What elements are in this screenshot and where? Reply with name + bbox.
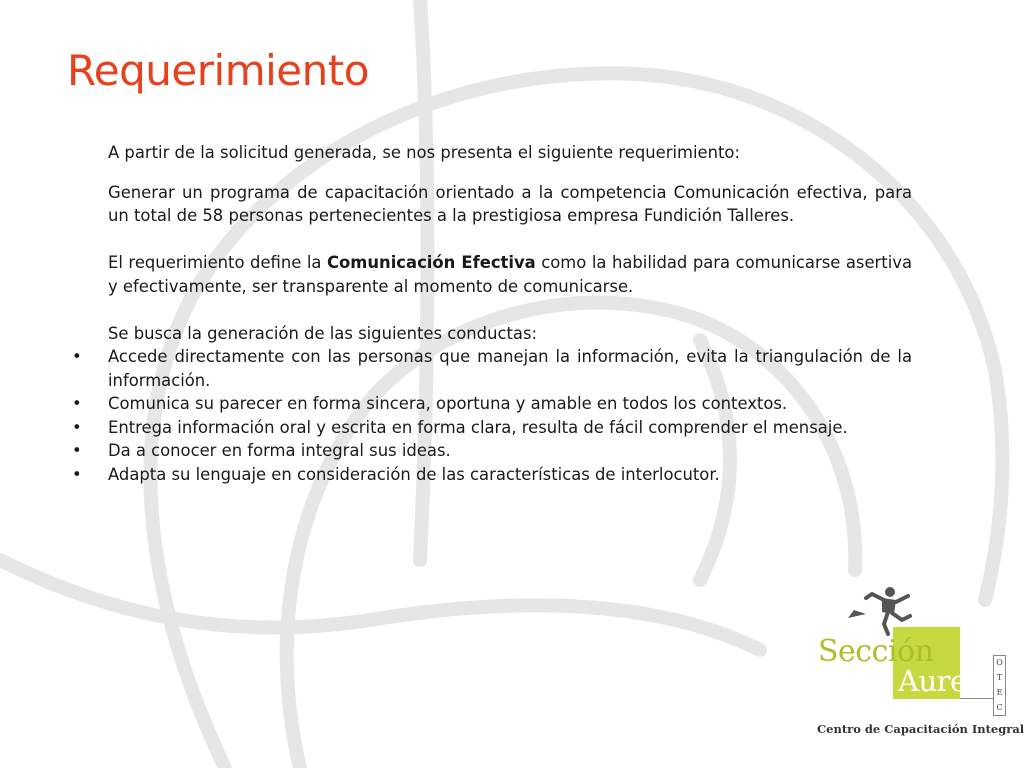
bullet-icon: • (72, 394, 82, 413)
definition-paragraph (108, 251, 912, 298)
list-item (72, 416, 912, 440)
list-item (72, 392, 912, 416)
list-item-text: Entrega información oral y escrita en forma clara, resulta de fácil comprender el mensaje. (108, 417, 848, 437)
slide-title: Requerimiento (67, 46, 369, 95)
logo-word-aurea: Aurea (898, 664, 984, 698)
list-item-text: Adapta su lenguaje en consideración de las características de interlocutor. (108, 464, 720, 484)
logo-otec-box (993, 655, 1006, 716)
list-item (72, 439, 912, 463)
conducts-intro: Se busca la generación de las siguientes conductas: (108, 323, 538, 343)
conducts-list (72, 345, 912, 486)
bullet-icon: • (72, 464, 82, 484)
otec-letter: C (996, 702, 1003, 712)
bullet-icon: • (72, 441, 82, 460)
otec-letter: O (996, 658, 1003, 668)
intro-paragraph: A partir de la solicitud generada, se nos presenta el siguiente requerimiento: (108, 143, 740, 162)
definition-text-start: El requerimiento define la (108, 253, 327, 272)
otec-letter: T (996, 673, 1003, 683)
seccion-aurea-logo (812, 584, 1024, 744)
slide-body (72, 141, 912, 486)
logo-word-seccion: Sección (818, 634, 934, 669)
list-item-text: Comunica su parecer en forma sincera, oportuna y amable en todos los contextos. (108, 394, 788, 413)
list-item-text: Accede directamente con las personas que manejan la información, evita la triangulación de la información. (108, 347, 912, 390)
bullet-icon: • (72, 347, 82, 366)
logo-divider (960, 698, 993, 699)
definition-bold-term: Comunicación Efectiva (326, 253, 536, 272)
bullet-icon: • (72, 417, 82, 437)
otec-letter: E (996, 687, 1003, 697)
definition-text-end: como la habilidad para comunicarse asertiva y efectivamente, ser transparente al momento de comunicarse. (108, 253, 912, 296)
logo-tagline: Centro de Capacitación Integral (817, 722, 1024, 736)
requirement-paragraph: Generar un programa de capacitación orientado a la competencia Comunicación efectiva, para un total de 58 personas pertenecientes a la prestigiosa empresa Fundición Talleres. (108, 182, 912, 225)
list-item (72, 463, 912, 487)
list-item-text: Da a conocer en forma integral sus ideas. (108, 441, 451, 460)
list-item (72, 345, 912, 392)
